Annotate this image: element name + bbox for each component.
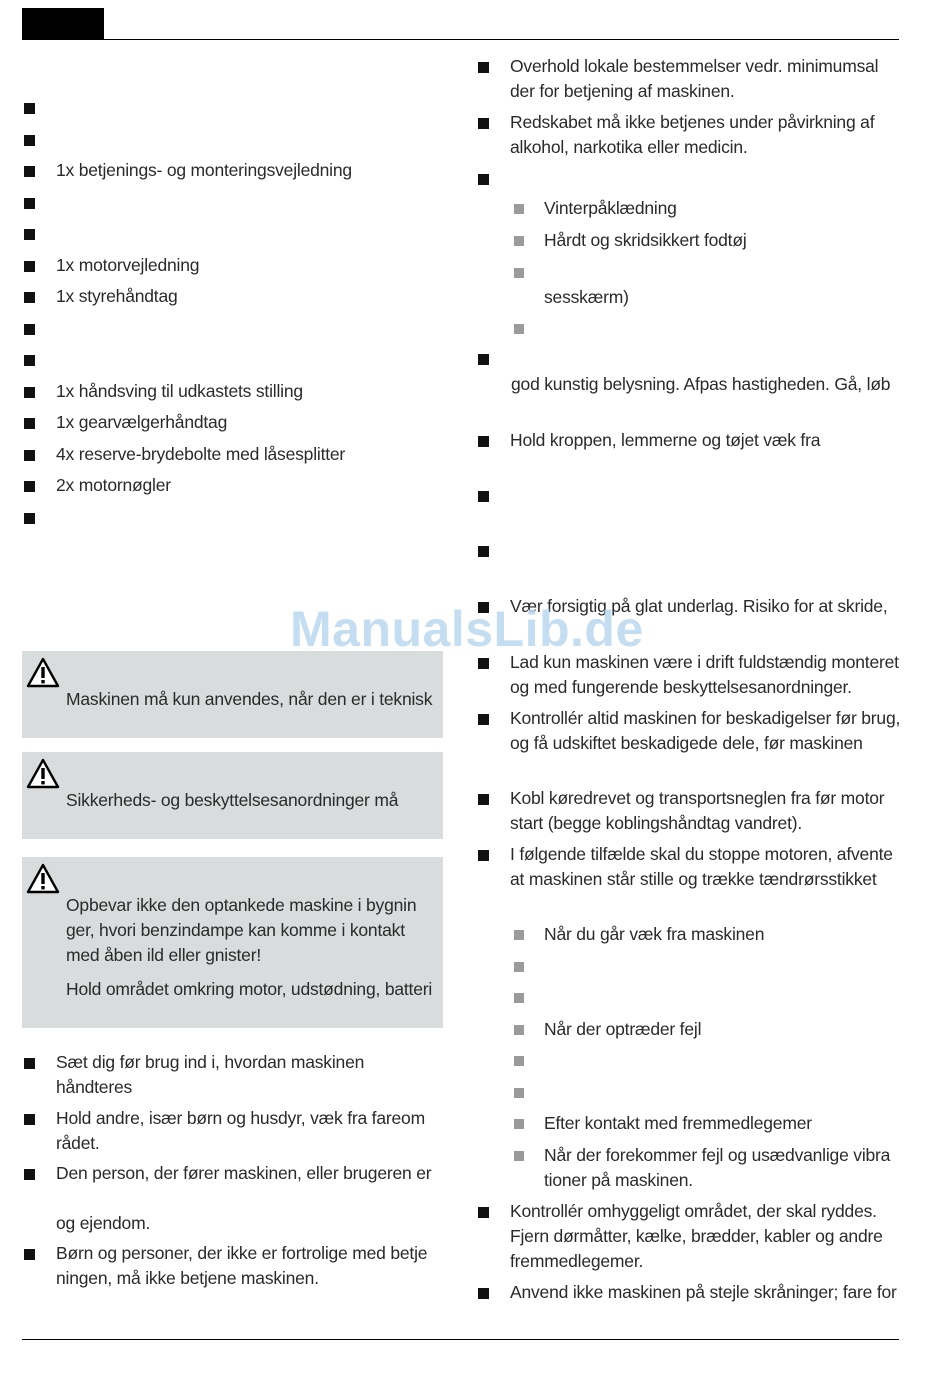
bullet-square-icon xyxy=(478,850,489,861)
list-item: Kobl køredrevet og transportsneglen fra før motor start (begge koblingshåndtag vandret). xyxy=(478,786,903,842)
list-item xyxy=(24,347,444,379)
warning-box-3 xyxy=(22,857,443,1028)
bullet-square-icon xyxy=(24,229,35,240)
bullet-square-icon xyxy=(24,324,35,335)
warning-text-extra: Hold området omkring motor, udstødning, batteri xyxy=(66,979,433,999)
list-item: Redskabet må ikke betjenes under påvirkning af alkohol, narkotika eller medicin. xyxy=(478,110,903,166)
warning-text: Sikkerheds- og beskyttelsesanordninger må xyxy=(66,790,399,810)
bullet-square-icon xyxy=(514,1088,524,1098)
list-item: 1x styrehåndtag xyxy=(24,284,444,316)
bullet-square-icon xyxy=(24,1249,35,1260)
bullet-square-icon xyxy=(514,1056,524,1066)
warning-text: Maskinen må kun anvendes, når den er i teknisk xyxy=(66,689,433,709)
continuation-text: god kunstig belysning. Afpas hastigheden. Gå, løb xyxy=(511,374,891,394)
bullet-square-icon xyxy=(514,236,524,246)
list-item: 1x motorvejledning xyxy=(24,253,444,285)
warning-box-2 xyxy=(22,752,443,839)
list-item: Anvend ikke maskinen på stejle skråninger; fare for xyxy=(478,1280,903,1310)
list-item: Kontrollér altid maskinen for beskadigelser før brug, og få udskiftet beskadigede dele, før maskinen xyxy=(478,706,903,786)
list-item: I følgende tilfælde skal du stoppe motoren, afvente at maskinen står stille og trække tændrørsstikket xyxy=(478,842,903,922)
list-item xyxy=(24,316,444,348)
bullet-square-icon xyxy=(478,436,489,447)
warning-triangle-icon xyxy=(26,863,60,895)
bullet-square-icon xyxy=(24,1058,35,1069)
bullet-square-icon xyxy=(24,513,35,524)
list-item: 1x betjenings- og monteringsvejledning xyxy=(24,158,444,190)
list-item: 2x motornøgler xyxy=(24,473,444,505)
bullet-square-icon xyxy=(24,355,35,366)
bullet-square-icon xyxy=(478,714,489,725)
bullet-square-icon xyxy=(24,103,35,114)
list-item xyxy=(478,538,903,594)
list-item: Hold andre, især børn og husdyr, væk fra fareom rådet. xyxy=(24,1106,444,1161)
sub-list-item: Når der optræder fejl xyxy=(478,1017,903,1049)
list-item xyxy=(24,95,444,127)
bullet-square-icon xyxy=(514,324,524,334)
header-block xyxy=(22,8,104,39)
list-item xyxy=(478,483,903,538)
list-item: Sæt dig før brug ind i, hvordan maskinen håndteres xyxy=(24,1050,444,1106)
footer-rule xyxy=(22,1339,899,1340)
bullet-square-icon xyxy=(24,1114,35,1125)
sub-list-item xyxy=(478,985,903,1017)
watermark-logo: ManualsLib.de xyxy=(290,601,644,657)
bullet-square-icon xyxy=(514,1151,524,1161)
bullet-square-icon xyxy=(478,546,489,557)
list-item xyxy=(24,190,444,222)
bullet-square-icon xyxy=(514,268,524,278)
left-bottom-list xyxy=(24,1050,444,1297)
warning-triangle-icon xyxy=(26,657,60,689)
sub-list-item xyxy=(478,1048,903,1080)
sub-list-item xyxy=(478,1080,903,1112)
list-item: 1x gearvælgerhåndtag xyxy=(24,410,444,442)
list-item: 1x håndsving til udkastets stilling xyxy=(24,379,444,411)
bullet-square-icon xyxy=(514,962,524,972)
bullet-square-icon xyxy=(478,794,489,805)
bullet-square-icon xyxy=(514,1119,524,1129)
bullet-square-icon xyxy=(478,174,489,185)
warning-text: Opbevar ikke den optankede maskine i bygnin ger, hvori benzindampe kan komme i kontakt med åben ild eller gnister! xyxy=(66,895,417,965)
bullet-square-icon xyxy=(478,62,489,73)
bullet-square-icon xyxy=(24,481,35,492)
sub-list-item: Når du går væk fra maskinen xyxy=(478,922,903,954)
sub-list-item: Efter kontakt med fremmedlegemer xyxy=(478,1111,903,1143)
list-item xyxy=(478,166,903,196)
bullet-square-icon xyxy=(478,1207,489,1218)
list-item: Hold kroppen, lemmerne og tøjet væk fra xyxy=(478,428,903,483)
bullet-square-icon xyxy=(478,491,489,502)
sub-list-item xyxy=(478,954,903,986)
bullet-square-icon xyxy=(514,1025,524,1035)
list-item xyxy=(24,221,444,253)
warning-triangle-icon xyxy=(26,758,60,790)
list-item: Overhold lokale bestemmelser vedr. minimumsal der for betjening af maskinen. xyxy=(478,54,903,110)
bullet-square-icon xyxy=(514,993,524,1003)
sub-list-item: Hårdt og skridsikkert fodtøj xyxy=(478,228,903,260)
sub-list-item: Vinterpåklædning xyxy=(478,196,903,228)
sub-list-item xyxy=(478,316,903,346)
bullet-square-icon xyxy=(24,198,35,209)
list-item: Lad kun maskinen være i drift fuldstændig monteret og med fungerende beskyttelsesanordninger. xyxy=(478,650,903,706)
bullet-square-icon xyxy=(24,261,35,272)
header-rule xyxy=(22,39,899,40)
bullet-square-icon xyxy=(24,418,35,429)
bullet-square-icon xyxy=(24,387,35,398)
left-column xyxy=(24,95,444,536)
right-column xyxy=(478,54,903,1310)
list-item xyxy=(24,505,444,537)
bullet-square-icon xyxy=(24,1169,35,1180)
list-item: Vær forsigtig på glat underlag. Risiko for at skride, xyxy=(478,594,903,650)
sub-list-item: Når der forekommer fejl og usædvanlige vibra tioner på maskinen. xyxy=(478,1143,903,1199)
bullet-square-icon xyxy=(478,1288,489,1299)
warning-box-1 xyxy=(22,651,443,738)
bullet-square-icon xyxy=(478,118,489,129)
sub-list-item: sesskærm) xyxy=(478,260,903,316)
bullet-square-icon xyxy=(24,450,35,461)
bullet-square-icon xyxy=(478,658,489,669)
list-item: Den person, der fører maskinen, eller brugeren er og ejendom. xyxy=(24,1161,444,1241)
bullet-square-icon xyxy=(514,930,524,940)
bullet-square-icon xyxy=(24,135,35,146)
bullet-square-icon xyxy=(514,204,524,214)
list-item: 4x reserve-brydebolte med låsesplitter xyxy=(24,442,444,474)
bullet-square-icon xyxy=(478,354,489,365)
bullet-square-icon xyxy=(24,166,35,177)
list-item xyxy=(24,127,444,159)
list-item: Kontrollér omhyggeligt området, der skal ryddes. Fjern dørmåtter, kælke, brædder, kabler og andre fremmedlegemer. xyxy=(478,1199,903,1280)
list-item: Børn og personer, der ikke er fortrolige med betje ningen, må ikke betjene maskinen. xyxy=(24,1241,444,1297)
bullet-square-icon xyxy=(24,292,35,303)
